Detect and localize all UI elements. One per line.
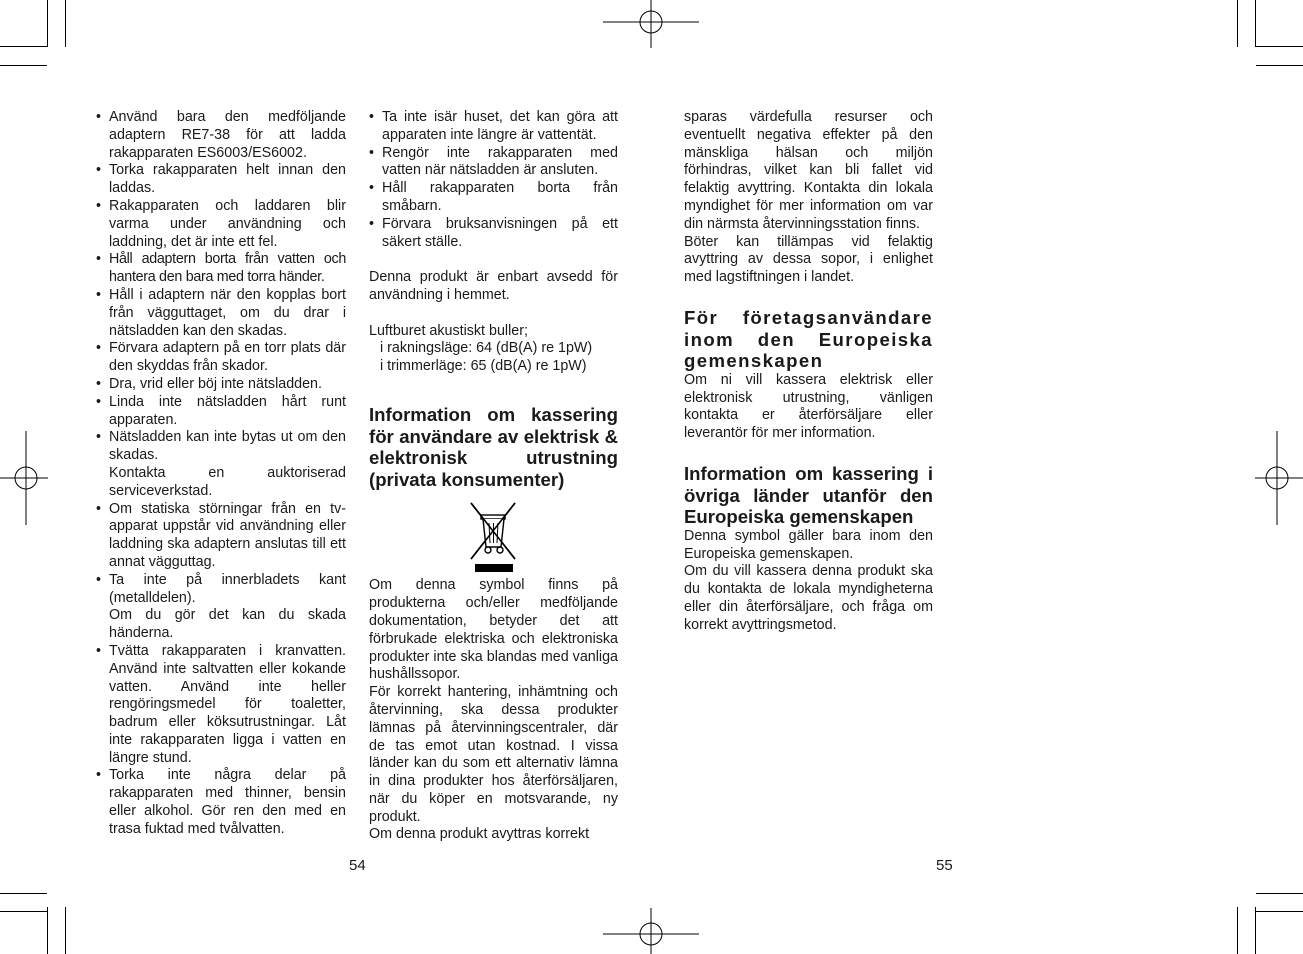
noise-title: Luftburet akustiskt buller; [369,322,528,339]
list-item: • Förvara adaptern på en torr plats där den skyddas från skador. [96,340,346,376]
weee-symbol [369,490,618,577]
noise-trimmer-mode: i trimmerläge: 65 (dB(A) re 1pW) [380,358,587,375]
crop-mark [0,911,47,912]
disposal-heading-private: Information om kassering för användare av elektrisk & elektronisk utrustning (privata konsumenter) [369,403,618,490]
safety-list [96,109,346,839]
disposal-heading-other-countries: Information om kassering i övriga länder utanför den Europeiska gemenskapen [684,462,933,528]
registration-mark-icon [603,908,699,954]
crop-mark [65,907,66,954]
other-countries-paragraph-1: Denna symbol gäller bara inom den Europeiska gemenskapen. [684,527,933,562]
list-item: • Linda inte nätsladden hårt runt apparaten. [96,394,346,430]
noise-shaving-mode: i rakningsläge: 64 (dB(A) re 1pW) [380,340,593,357]
list-item: • Rakapparaten och laddaren blir varma under användning och laddning, det är inte ett fel. [96,198,346,251]
handling-paragraph: För korrekt hantering, inhämtning och återvinning, ska dessa produkter lämnas på återvinningscentraler, där de tas emot utan kostnad. I vissa länder kan du som ett alternativ lämna in dina produkter hos återförsäljaren, när du köper en motsvarande, ny produkt. [369,684,618,825]
crop-mark [1255,0,1256,47]
list-item: • Torka inte några delar på rakapparaten med thinner, bensin eller alkohol. Gör ren den med en trasa fuktad med tvålvatten. [96,767,346,838]
other-countries-paragraph-2: Om du vill kassera denna produkt ska du kontakta de lokala myndigheterna eller din återförsäljare, och fråga om korrekt avyttringsmetod. [684,563,933,633]
list-item: • Dra, vrid eller böj inte nätsladden. [96,376,346,394]
crop-mark [0,65,47,66]
list-item: • Om statiska störningar från en tv-apparat uppstår vid användning eller laddning ska adaptern anslutas till ett annat vägguttag. [96,501,346,572]
crop-mark [1255,907,1256,954]
column-middle [369,109,618,844]
list-item: • Håll adaptern borta från vatten och hantera den bara med torra händer. [96,251,346,287]
crop-mark [47,907,48,954]
crop-mark [1256,65,1303,66]
business-paragraph: Om ni vill kassera elektrisk eller elektronisk utrustning, vänligen kontakta er återförsäljare eller leverantör för mer information. [684,371,933,442]
list-item-note: Om du gör det kan du skada händerna. [109,607,346,642]
list-item: • Ta inte på innerbladets kant (metalldelen). Om du gör det kan du skada händerna. [96,572,346,643]
list-item: • Håll rakapparaten borta från småbarn. [369,180,618,216]
home-use-paragraph: Denna produkt är enbart avsedd för användning i hemmet. [369,269,618,303]
column-left-safety [96,109,346,839]
page-number-right: 55 [936,857,953,874]
list-item: • Ta inte isär huset, det kan göra att apparaten inte längre är vattentät. [369,109,618,145]
list-item: • Håll i adaptern när den kopplas bort från vägguttaget, om du drar i nätsladden kan den skadas. [96,287,346,340]
crop-mark [1237,0,1238,47]
list-item-note: Kontakta en auktoriserad serviceverkstad. [109,464,346,499]
safety-list-continued [369,109,618,251]
column-right [684,109,933,635]
crop-mark [1256,893,1303,894]
crop-mark [1256,911,1303,912]
registration-mark-icon [0,431,48,525]
page-number-left: 54 [349,857,366,874]
crop-mark [65,0,66,47]
list-item: • Rengör inte rakapparaten med vatten när nätsladden är ansluten. [369,145,618,181]
registration-mark-icon [603,0,699,48]
list-item: • Använd bara den medföljande adaptern RE7-38 för att ladda rakapparaten ES6003/ES6002. [96,109,346,162]
list-item: • Tvätta rakapparaten i kranvatten. Använd inte saltvatten eller kokande vatten. Använd inte heller rengöringsmedel för toaletter, badrum eller köksutrustningar. Låt inte rakapparaten ligga i vatten en längre stund. [96,643,346,768]
fine-paragraph: Böter kan tillämpas vid felaktig avyttring av dessa sopor, i enlighet med lagstiftningen i landet. [684,233,933,286]
crop-mark [1237,907,1238,954]
list-item: • Torka rakapparaten helt innan den laddas. [96,162,346,198]
crossed-out-wheelie-bin-icon [469,501,519,573]
disposal-heading-business: För företagsanvändare inom den Europeiska gemenskapen [684,306,933,372]
disposal-paragraph-continued: sparas värdefulla resurser och eventuellt negativa effekter på den mänskliga hälsan och miljön förhindras, vilket kan bli fallet vid felaktig avyttring. Kontakta din lokala myndighet för mer information om var din närmsta återvinningsstation finns. [684,109,933,232]
symbol-paragraph: Om denna symbol finns på produkterna och/eller medföljande dokumentation, betyder det att förbrukade elektriska och elektroniska produkter inte ska blandas med vanliga hushållssopor. [369,577,618,683]
crop-mark [0,46,47,47]
registration-mark-icon [1255,431,1303,525]
list-item: • Nätsladden kan inte bytas ut om den skadas. Kontakta en auktoriserad serviceverkstad. [96,429,346,500]
crop-mark [1256,46,1303,47]
crop-mark [47,0,48,47]
crop-mark [0,893,47,894]
disposal-paragraph-start: Om denna produkt avyttras korrekt [369,826,590,843]
list-item: • Förvara bruksanvisningen på ett säkert ställe. [369,216,618,252]
